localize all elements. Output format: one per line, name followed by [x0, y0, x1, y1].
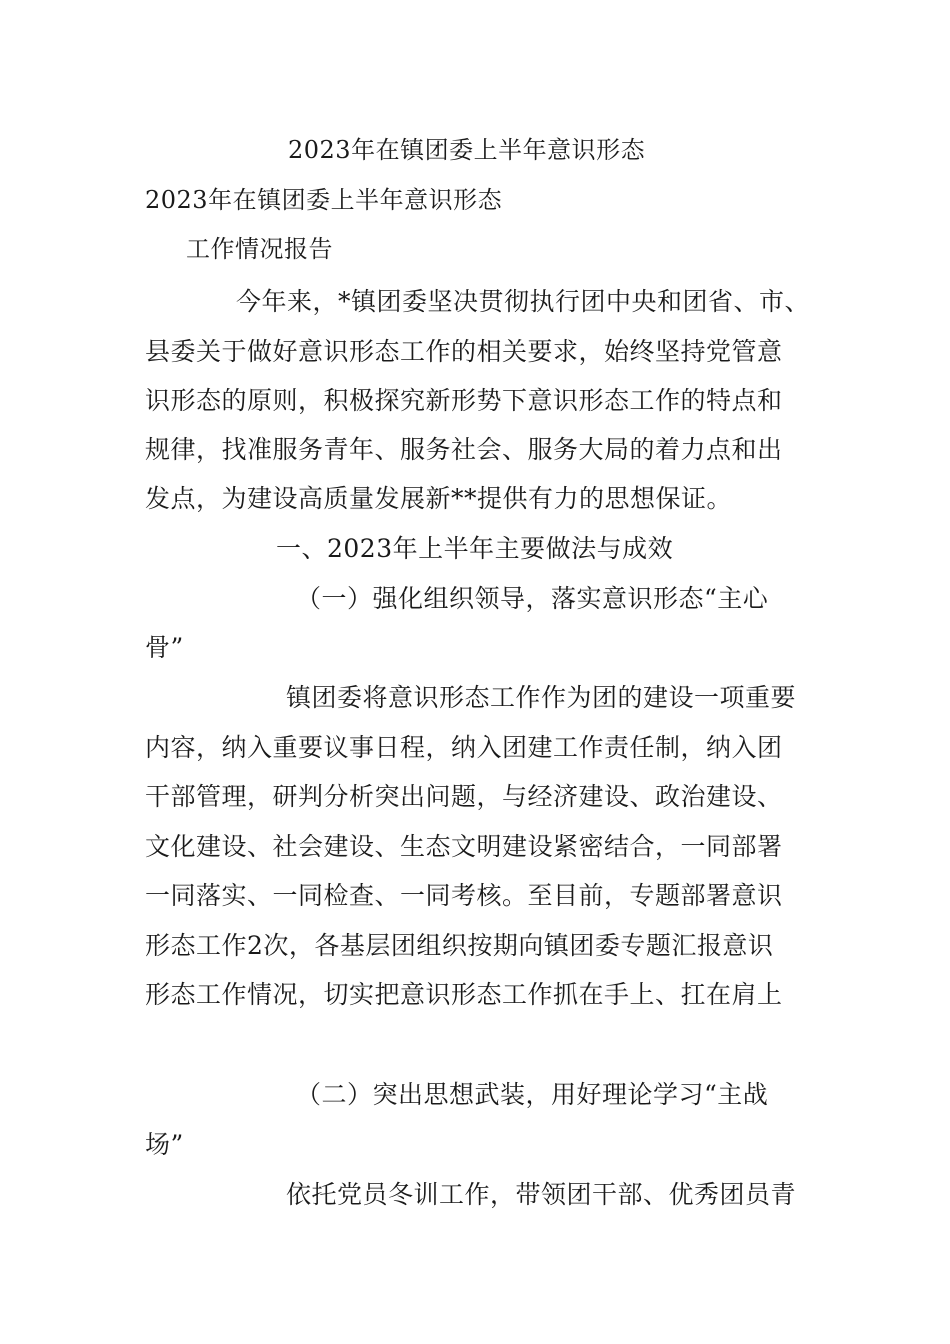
intro-paragraph-line: 规律，找准服务青年、服务社会、服务大局的着力点和出: [145, 435, 783, 464]
report-title-line-2: 工作情况报告: [186, 235, 333, 263]
body-paragraph-line: 形态工作情况，切实把意识形态工作抓在手上、扛在肩上: [145, 980, 783, 1009]
subheading-line: （二）突出思想武装，用好理论学习“主战: [296, 1080, 769, 1109]
body-paragraph-line: 依托党员冬训工作，带领团干部、优秀团员青: [286, 1180, 797, 1209]
body-paragraph-line: 干部管理，研判分析突出问题，与经济建设、政治建设、: [145, 782, 783, 811]
body-paragraph-line: 形态工作2次，各基层团组织按期向镇团委专题汇报意识: [145, 931, 774, 960]
intro-paragraph-line: 发点，为建设高质量发展新**提供有力的思想保证。: [145, 484, 733, 513]
report-title-line-1: 2023年在镇团委上半年意识形态: [145, 186, 503, 214]
document-title: 2023年在镇团委上半年意识形态: [288, 136, 646, 164]
intro-paragraph-line: 识形态的原则，积极探究新形势下意识形态工作的特点和: [145, 386, 783, 415]
body-paragraph-line: 镇团委将意识形态工作作为团的建设一项重要: [286, 683, 797, 712]
subheading-line: 场”: [145, 1130, 184, 1159]
subheading-line: 骨”: [145, 633, 184, 662]
body-paragraph-line: 文化建设、社会建设、生态文明建设紧密结合，一同部署: [145, 832, 783, 861]
intro-paragraph-line: 今年来，*镇团委坚决贯彻执行团中央和团省、市、: [236, 287, 811, 316]
section-heading: 一、2023年上半年主要做法与成效: [276, 534, 674, 563]
body-paragraph-line: 内容，纳入重要议事日程，纳入团建工作责任制，纳入团: [145, 733, 783, 762]
intro-paragraph-line: 县委关于做好意识形态工作的相关要求，始终坚持党管意: [145, 337, 783, 366]
subheading-line: （一）强化组织领导，落实意识形态“主心: [296, 584, 769, 613]
body-paragraph-line: 一同落实、一同检查、一同考核。至目前，专题部署意识: [145, 881, 783, 910]
